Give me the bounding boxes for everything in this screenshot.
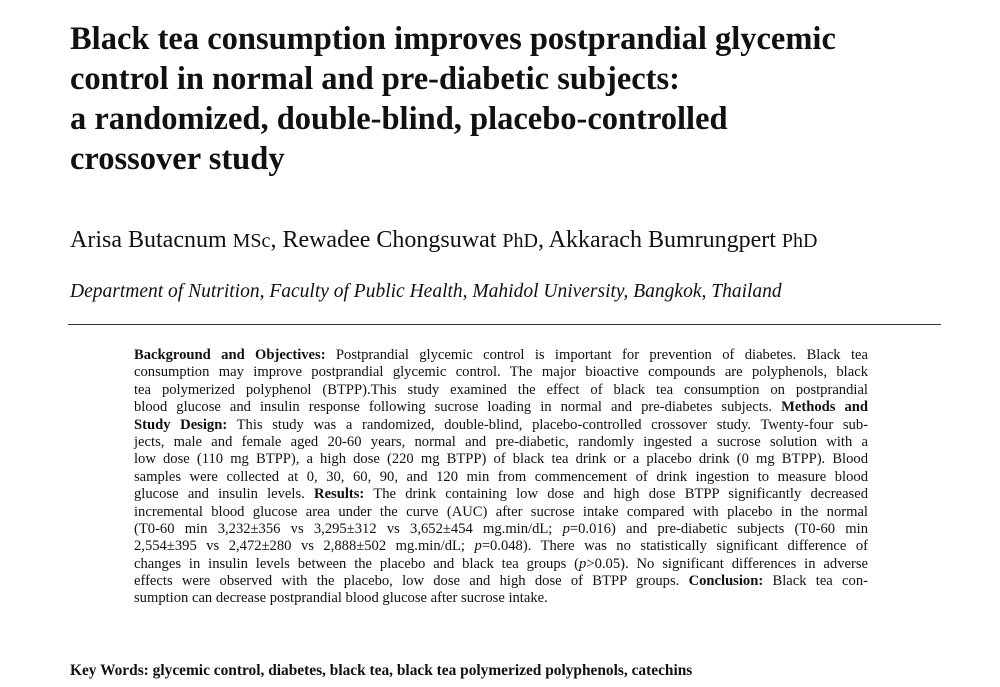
abstract-text: effects were observed with the placebo, low dose and high dose of BTPP groups. [134, 573, 689, 590]
author-list: Arisa Butacnum MSc, Rewadee Chongsuwat PhD, Akkarach Bumrungpert PhD [70, 227, 818, 253]
abstract-text: This study was a randomized, double-blind, placebo-controlled crossover study. Twenty-four sub- [227, 416, 868, 433]
abstract-text: Postprandial glycemic control is important for prevention of diabetes. Black tea [325, 347, 868, 363]
section-heading: Background and Objectives: [134, 347, 326, 363]
abstract-line [134, 556, 868, 573]
author-name: Rewadee Chongsuwat [282, 227, 497, 253]
abstract-text: =0.048). There was no statistically significant difference of [481, 538, 868, 555]
abstract [134, 347, 868, 608]
abstract-line: samples were collected at 0, 30, 60, 90, and 120 min from commencement of drink ingestion to measure blood [134, 468, 868, 485]
divider-rule [68, 324, 941, 325]
section-heading: Methods and [781, 399, 868, 416]
abstract-line: tea polymerized polyphenol (BTPP).This study examined the effect of black tea consumption on postprandial [134, 381, 868, 398]
author-name: Arisa Butacnum [70, 227, 227, 253]
abstract-text: (T0-60 min 3,232±356 vs 3,295±312 vs 3,652±454 mg.min/dL; [134, 520, 563, 537]
abstract-line [134, 538, 868, 555]
abstract-line [134, 399, 868, 416]
abstract-text: 2,554±395 vs 2,472±280 vs 2,888±502 mg.min/dL; [134, 538, 475, 555]
section-heading: Study Design: [134, 416, 228, 433]
abstract-text: blood glucose and insulin response following sucrose loading in normal and pre-diabetes subjects. [134, 399, 782, 416]
abstract-line [134, 417, 868, 434]
abstract-text: changes in insulin levels between the placebo and black tea groups ( [134, 555, 580, 572]
abstract-line [134, 573, 868, 590]
abstract-line: incremental blood glucose area under the curve (AUC) after sucrose intake compared with placebo in the normal [134, 503, 868, 520]
author-name: Akkarach Bumrungpert [548, 227, 776, 253]
article-title [70, 19, 970, 179]
abstract-text: glucose and insulin levels. [134, 486, 315, 503]
author-degree: PhD [781, 230, 818, 252]
section-heading: Results: [314, 486, 365, 503]
section-heading: Conclusion: [688, 573, 764, 590]
abstract-line [134, 347, 868, 364]
keywords: Key Words: glycemic control, diabetes, black tea, black tea polymerized polyphenols, catechins [70, 662, 693, 679]
p-value-symbol: p [474, 538, 482, 555]
abstract-line: jects, male and female aged 20-60 years, normal and pre-diabetic, randomly ingested a sucrose solution with a [134, 433, 868, 450]
affiliation: Department of Nutrition, Faculty of Public Health, Mahidol University, Bangkok, Thailand [70, 281, 782, 302]
abstract-line [134, 521, 868, 538]
author-degree: MSc [232, 230, 271, 252]
abstract-text: >0.05). No significant differences in adverse [586, 555, 868, 572]
title-line: Black tea consumption improves postprandial glycemic [70, 21, 836, 57]
abstract-text: =0.016) and pre-diabetic subjects (T0-60 min [569, 520, 868, 537]
abstract-text: Black tea con- [763, 573, 868, 590]
abstract-line: sumption can decrease postprandial blood glucose after sucrose intake. [134, 590, 548, 607]
author-degree: PhD [502, 230, 538, 252]
title-line: crossover study [70, 141, 285, 177]
abstract-line: consumption may improve postprandial glycemic control. The major bioactive compounds are polyphenols, black [134, 364, 868, 381]
title-line: a randomized, double-blind, placebo-controlled [70, 101, 728, 137]
abstract-line [134, 486, 868, 503]
p-value-symbol: p [562, 520, 570, 537]
title-line: control in normal and pre-diabetic subjects: [70, 61, 680, 97]
p-value-symbol: p [579, 555, 587, 572]
abstract-line: low dose (110 mg BTPP), a high dose (220 mg BTPP) of black tea drink or a placebo drink (0 mg BTPP). Blood [134, 451, 868, 468]
abstract-text: The drink containing low dose and high dose BTPP significantly decreased [364, 486, 868, 503]
